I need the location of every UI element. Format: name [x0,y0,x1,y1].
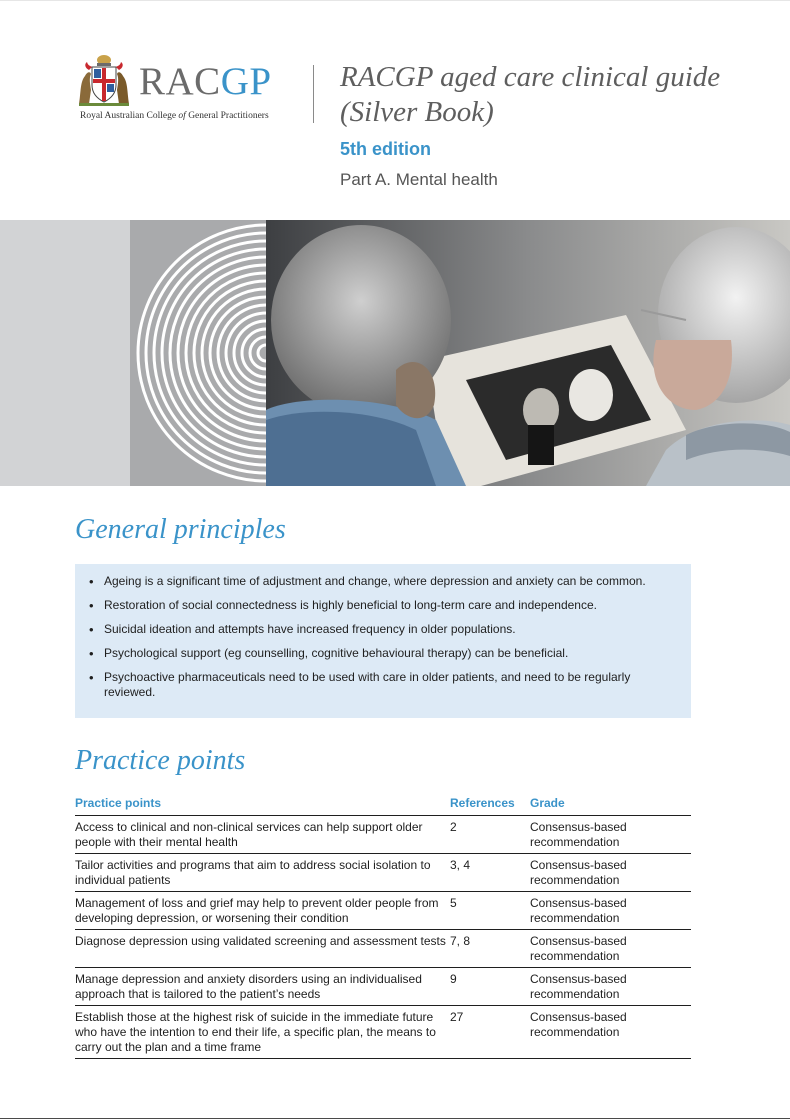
column-header-references: References [450,796,530,816]
racgp-logo [75,52,290,124]
table-row [75,854,691,892]
bottom-rule [0,1118,790,1119]
concentric-rings-graphic [130,220,266,486]
practice-point-cell: Diagnose depression using validated screening and assessment tests [75,930,450,968]
references-cell: 2 [450,816,530,854]
top-rule [0,0,790,1]
table-row [75,1006,691,1059]
logo-subtitle: Royal Australian College of General Practitioners [80,111,269,121]
practice-point-cell: Management of loss and grief may help to prevent older people from developing depression, or worsening their condition [75,892,450,930]
list-item: • Psychoactive pharmaceuticals need to be used with care in older patients, and need to be regularly reviewed. [104,670,671,700]
hero-banner [0,220,790,486]
practice-point-cell: Manage depression and anxiety disorders using an individualised approach that is tailored to the patient’s needs [75,968,450,1006]
practice-points-table [75,796,691,1059]
table-header-row [75,796,691,816]
list-item: • Suicidal ideation and attempts have increased frequency in older populations. [104,622,671,637]
references-cell: 9 [450,968,530,1006]
table-row [75,892,691,930]
references-cell: 3, 4 [450,854,530,892]
list-item: • Ageing is a significant time of adjustment and change, where depression and anxiety can be common. [104,574,671,589]
grade-cell: Consensus-based recommendation [530,930,691,968]
general-principles-heading: General principles [75,514,286,545]
practice-point-cell: Establish those at the highest risk of suicide in the immediate future who have the intention to end their life, a specific plan, the means to carry out the plan and a time frame [75,1006,450,1059]
table-row [75,816,691,854]
grade-cell: Consensus-based recommendation [530,1006,691,1059]
grade-cell: Consensus-based recommendation [530,816,691,854]
references-cell: 27 [450,1006,530,1059]
references-cell: 5 [450,892,530,930]
list-item: • Restoration of social connectedness is highly beneficial to long-term care and independence. [104,598,671,613]
practice-point-cell: Access to clinical and non-clinical services can help support older people with their mental health [75,816,450,854]
references-cell: 7, 8 [450,930,530,968]
table-row [75,968,691,1006]
edition-label: 5th edition [340,139,431,159]
general-principles-box [75,564,691,718]
header-divider [313,65,314,123]
list-item: • Psychological support (eg counselling, cognitive behavioural therapy) can be beneficial. [104,646,671,661]
column-header-grade: Grade [530,796,691,816]
practice-point-cell: Tailor activities and programs that aim to address social isolation to individual patients [75,854,450,892]
elderly-couple-photo [266,220,790,486]
logo-wordmark: RACGP [139,60,272,103]
part-label: Part A. Mental health [340,170,498,189]
coat-of-arms-icon [75,52,133,108]
table-row [75,930,691,968]
column-header-practice-points: Practice points [75,796,450,816]
practice-points-heading: Practice points [75,745,246,776]
grade-cell: Consensus-based recommendation [530,854,691,892]
grade-cell: Consensus-based recommendation [530,892,691,930]
grade-cell: Consensus-based recommendation [530,968,691,1006]
document-title: RACGP aged care clinical guide (Silver Book) [340,61,721,128]
banner-light-band [0,220,130,486]
general-principles-list [75,564,691,700]
